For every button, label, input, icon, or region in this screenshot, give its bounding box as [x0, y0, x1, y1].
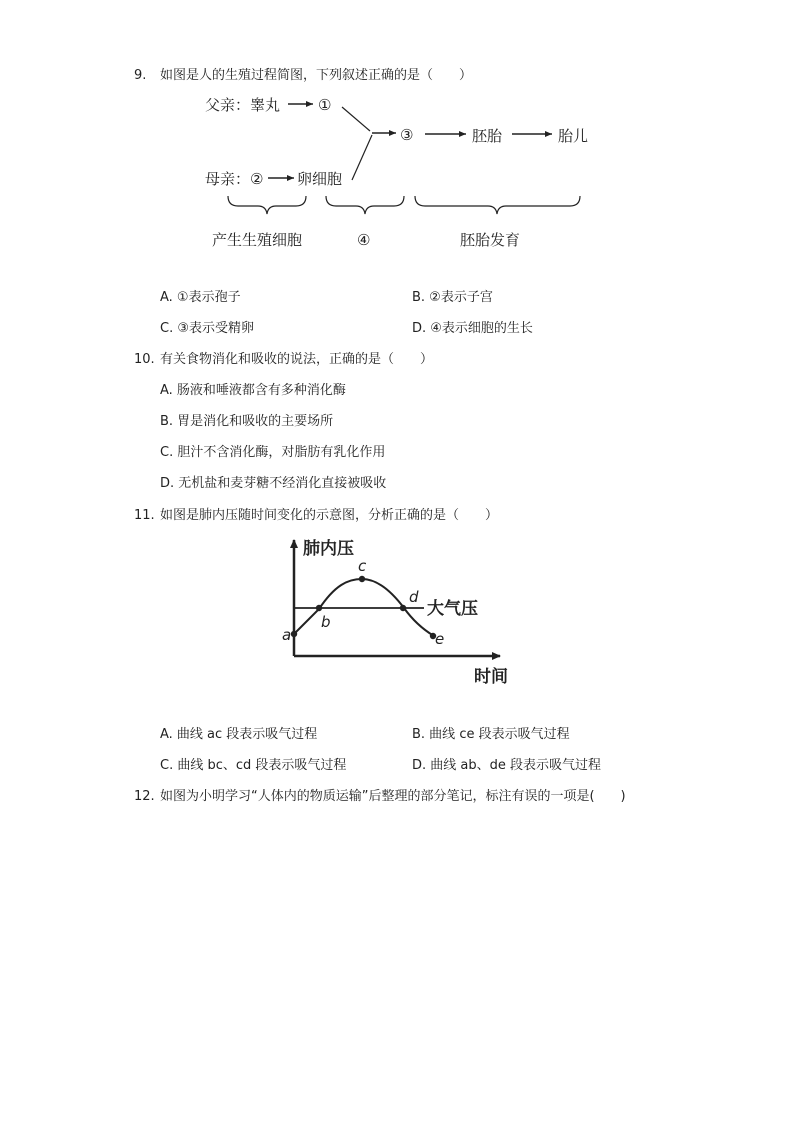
q10-option-a[interactable]: A. 肠液和唾液都含有多种消化酶 [160, 383, 346, 398]
q9-number: 9. [134, 68, 147, 83]
circle-3-label: ③ [400, 126, 414, 144]
q9-stem: 如图是人的生殖过程简图，下列叙述正确的是（ ） [160, 68, 473, 83]
point-d [400, 605, 406, 611]
point-c [359, 576, 365, 582]
q11-option-a[interactable]: A. 曲线 ac 段表示吸气过程 [160, 727, 318, 742]
q12-stem: 如图为小明学习“人体内的物质运输”后整理的部分笔记，标注有误的一项是( ) [160, 789, 626, 804]
converge-upper-line [342, 107, 370, 131]
q9-option-b[interactable]: B. ②表示子宫 [412, 290, 493, 305]
point-a [291, 631, 297, 637]
reproduction-diagram [0, 0, 794, 260]
q10-option-b[interactable]: B. 胃是消化和吸收的主要场所 [160, 414, 334, 429]
y-axis-label: 肺内压 [303, 539, 354, 559]
q10-option-c[interactable]: C. 胆汁不含消化酶，对脂肪有乳化作用 [160, 445, 386, 460]
converge-lower-line [352, 135, 372, 180]
point-e-label: e [435, 630, 445, 648]
q9-option-d[interactable]: D. ④表示细胞的生长 [412, 321, 533, 336]
point-b-label: b [321, 613, 331, 631]
q11-option-c[interactable]: C. 曲线 bc、cd 段表示吸气过程 [160, 758, 347, 773]
point-c-label: c [358, 557, 367, 575]
q10-number: 10. [134, 352, 155, 367]
x-axis-label: 时间 [474, 667, 508, 687]
q11-option-b[interactable]: B. 曲线 ce 段表示吸气过程 [412, 727, 570, 742]
q11-option-d[interactable]: D. 曲线 ab、de 段表示吸气过程 [412, 758, 602, 773]
egg-cell-label: 卵细胞 [297, 170, 343, 188]
embryo-label: 胚胎 [472, 127, 503, 145]
label-produce-gametes: 产生生殖细胞 [212, 231, 303, 249]
point-d-label: d [409, 588, 419, 606]
circle-4-label: ④ [357, 231, 371, 249]
q10-option-d[interactable]: D. 无机盐和麦芽糖不经消化直接被吸收 [160, 476, 387, 491]
atmospheric-pressure-label: 大气压 [427, 599, 478, 619]
circle-1-label: ① [318, 96, 332, 114]
q9-option-a[interactable]: A. ①表示孢子 [160, 290, 241, 305]
label-embryo-development: 胚胎发育 [460, 231, 521, 249]
point-b [316, 605, 322, 611]
brace-gamete [228, 196, 306, 214]
q9-option-c[interactable]: C. ③表示受精卵 [160, 321, 254, 336]
circle-2-label: ② [250, 170, 264, 188]
q11-number: 11. [134, 508, 155, 523]
lung-pressure-diagram [0, 530, 794, 730]
q11-stem: 如图是肺内压随时间变化的示意图，分析正确的是（ ） [160, 508, 499, 523]
q12-number: 12. [134, 789, 155, 804]
brace-fertilization [326, 196, 404, 214]
point-a-label: a [282, 626, 292, 644]
fetus-label: 胎儿 [558, 127, 589, 145]
mother-label: 母亲： [205, 170, 251, 188]
q10-stem: 有关食物消化和吸收的说法，正确的是（ ） [160, 352, 434, 367]
brace-development [415, 196, 580, 214]
father-testis-label: 父亲：睾丸 [205, 96, 281, 114]
